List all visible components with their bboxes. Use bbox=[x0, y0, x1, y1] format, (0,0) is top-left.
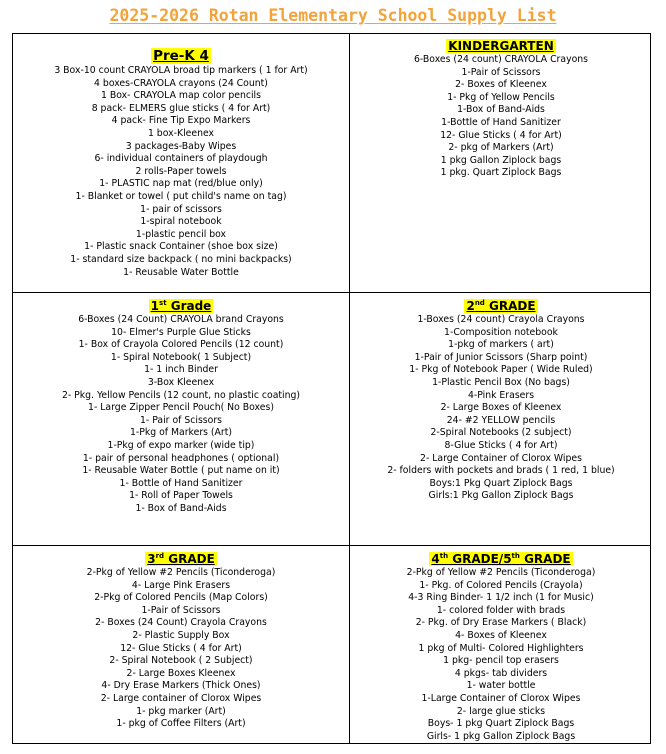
heading-label: Grade bbox=[166, 299, 212, 313]
second-grade-section bbox=[350, 293, 652, 545]
list-item: 1-spiral notebook bbox=[140, 216, 222, 228]
list-item: 1 pkg of Multi- Colored Highlighters bbox=[418, 642, 584, 654]
list-item: 1- Pkg of Notebook Paper ( Wide Ruled) bbox=[409, 364, 593, 376]
heading-ordinal: st bbox=[159, 299, 167, 307]
heading-number: 2 bbox=[466, 299, 475, 313]
fourth-fifth-grade-section bbox=[350, 546, 652, 744]
list-item: 2-Spiral Notebooks (2 subject) bbox=[430, 427, 572, 439]
list-item: 1- standard size backpack ( no mini backpacks) bbox=[70, 253, 292, 265]
list-item: 3 packages-Baby Wipes bbox=[125, 140, 237, 152]
list-item: 6-Boxes (24 Count) CRAYOLA brand Crayons bbox=[78, 314, 284, 325]
list-item: 2- Large Boxes Kleenex bbox=[126, 667, 236, 679]
second-grade-heading bbox=[464, 299, 537, 313]
list-item: 2- large glue sticks bbox=[456, 705, 546, 717]
list-item: 1- colored folder with brads bbox=[436, 604, 566, 616]
prek-list bbox=[13, 65, 349, 279]
list-item: 3 Box-10 count CRAYOLA broad tip markers ( 1 for Art) bbox=[54, 65, 308, 76]
fourth-fifth-grade-heading bbox=[429, 552, 572, 566]
list-item: Boys:1 Pkg Quart Ziplock Bags bbox=[429, 477, 573, 489]
list-item: 1 Box- CRAYOLA map color pencils bbox=[101, 90, 261, 102]
heading-ordinal: th bbox=[439, 552, 449, 560]
list-item: 2- Plastic Supply Box bbox=[132, 629, 230, 641]
list-item: 1-Box of Band-Aids bbox=[457, 104, 545, 116]
list-item: 1-Pair of Scissors bbox=[461, 66, 541, 78]
heading-label: GRADE bbox=[164, 552, 215, 566]
list-item: 1- Roll of Paper Towels bbox=[129, 490, 233, 502]
list-item: 1- Large Zipper Pencil Pouch( No Boxes) bbox=[88, 402, 274, 414]
list-item: 1-Pair of Scissors bbox=[141, 604, 221, 616]
list-item: 1-Pkg of expo marker (wide tip) bbox=[107, 439, 255, 451]
list-item: 1-Large Container of Clorox Wipes bbox=[421, 692, 581, 704]
list-item: 2-Pkg of Colored Pencils (Map Colors) bbox=[94, 592, 268, 604]
list-item: 1-Bottle of Hand Sanitizer bbox=[441, 116, 561, 128]
page-title: 2025-2026 Rotan Elementary School Supply List bbox=[109, 6, 557, 25]
list-item: 1- pair of personal headphones ( optional) bbox=[82, 452, 280, 464]
list-item: 1 pkg Gallon Ziplock bags bbox=[440, 154, 562, 166]
list-item: 1- Pkg. of Colored Pencils (Crayola) bbox=[419, 579, 583, 591]
list-item: 10- Elmer's Purple Glue Sticks bbox=[111, 326, 251, 338]
list-item: 1-Boxes (24 count) Crayola Crayons bbox=[417, 314, 585, 325]
list-item: 2- Large Boxes of Kleenex bbox=[440, 402, 562, 414]
list-item: 4-Pink Erasers bbox=[467, 389, 535, 401]
kindergarten-section bbox=[350, 34, 652, 292]
list-item: 1- Pair of Scissors bbox=[139, 414, 223, 426]
list-item: 2-Pkg of Yellow #2 Pencils (Ticonderoga) bbox=[86, 567, 276, 578]
second-grade-list bbox=[350, 314, 652, 503]
fourth-fifth-grade-list bbox=[350, 567, 652, 743]
third-grade-section bbox=[13, 546, 349, 744]
list-item: 1 pkg- pencil top erasers bbox=[443, 655, 559, 667]
first-grade-section bbox=[13, 293, 349, 545]
list-item: 4- Large Pink Erasers bbox=[131, 579, 231, 591]
list-item: 12- Glue Sticks ( 4 for Art) bbox=[440, 129, 562, 141]
list-item: 1- pair of scissors bbox=[140, 203, 222, 215]
heading-number: 4 bbox=[431, 552, 440, 566]
list-item: 8 pack- ELMERS glue sticks ( 4 for Art) bbox=[91, 102, 271, 114]
list-item: 4 boxes-CRAYOLA crayons (24 Count) bbox=[94, 77, 268, 89]
list-item: 1- Bottle of Hand Sanitizer bbox=[119, 477, 243, 489]
list-item: 1- Reusable Water Bottle ( put name on it) bbox=[82, 465, 280, 477]
first-grade-heading bbox=[149, 299, 214, 313]
list-item: 2- folders with pockets and brads ( 1 red, 1 blue) bbox=[387, 465, 615, 477]
list-item: 6-Boxes (24 count) CRAYOLA Crayons bbox=[413, 54, 589, 65]
list-item: 2- Large Container of Clorox Wipes bbox=[420, 452, 582, 464]
heading-label-2: GRADE bbox=[519, 552, 571, 566]
list-item: 1- Plastic snack Container (shoe box size) bbox=[84, 241, 278, 253]
heading-label: GRADE bbox=[484, 299, 536, 313]
list-item: 1- PLASTIC nap mat (red/blue only) bbox=[99, 178, 263, 190]
list-item: 1- Pkg of Yellow Pencils bbox=[447, 91, 555, 103]
heading-ordinal: nd bbox=[474, 299, 485, 307]
list-item: 1-plastic pencil box bbox=[135, 228, 227, 240]
list-item: 2- Pkg. Yellow Pencils (12 count, no plastic coating) bbox=[61, 389, 301, 401]
list-item: 1- Box of Crayola Colored Pencils (12 count) bbox=[78, 339, 284, 351]
prek-section bbox=[13, 34, 349, 292]
list-item: 3-Box Kleenex bbox=[147, 376, 215, 388]
list-item: 4 pack- Fine Tip Expo Markers bbox=[111, 115, 251, 127]
list-item: 8-Glue Sticks ( 4 for Art) bbox=[444, 439, 558, 451]
list-item: Girls- 1 pkg Gallon Ziplock Bags bbox=[426, 730, 576, 742]
list-item: 2-Pkg of Yellow #2 Pencils (Ticonderoga) bbox=[406, 567, 596, 578]
list-item: Boys- 1 pkg Quart Ziplock Bags bbox=[427, 718, 575, 730]
third-grade-list bbox=[13, 567, 349, 731]
list-item: Girls:1 Pkg Gallon Ziplock Bags bbox=[428, 490, 574, 502]
list-item: 2- Large container of Clorox Wipes bbox=[100, 692, 262, 704]
kindergarten-heading: KINDERGARTEN bbox=[448, 39, 554, 53]
list-item: 1- pkg of Coffee Filters (Art) bbox=[116, 718, 246, 730]
heading-label: GRADE/5 bbox=[448, 552, 512, 566]
list-item: 4 pkgs- tab dividers bbox=[454, 667, 548, 679]
list-item: 1- water bottle bbox=[466, 680, 536, 692]
list-item: 1-Pair of Junior Scissors (Sharp point) bbox=[414, 351, 588, 363]
list-item: 1- Reusable Water Bottle bbox=[123, 266, 239, 278]
list-item: 2 rolls-Paper towels bbox=[135, 165, 227, 177]
list-item: 1 box-Kleenex bbox=[147, 127, 215, 139]
kindergarten-list bbox=[350, 54, 652, 180]
list-item: 12- Glue Sticks ( 4 for Art) bbox=[120, 642, 242, 654]
list-item: 1-Composition notebook bbox=[444, 326, 558, 338]
list-item: 2- pkg of Markers (Art) bbox=[448, 142, 554, 154]
heading-number: 1 bbox=[150, 299, 160, 313]
list-item: 2- Spiral Notebook ( 2 Subject) bbox=[109, 655, 253, 667]
list-item: 1- pkg marker (Art) bbox=[136, 705, 226, 717]
list-item: 1- Blanket or towel ( put child's name on tag) bbox=[75, 190, 287, 202]
list-item: 4-3 Ring Binder- 1 1/2 inch (1 for Music) bbox=[408, 592, 594, 604]
list-item: 2- Pkg. of Dry Erase Markers ( Black) bbox=[415, 617, 587, 629]
list-item: 2- Boxes (24 Count) Crayola Crayons bbox=[95, 617, 267, 629]
list-item: 4- Boxes of Kleenex bbox=[455, 629, 547, 641]
list-item: 1 pkg. Quart Ziplock Bags bbox=[440, 167, 562, 179]
list-item: 6- individual containers of playdough bbox=[94, 153, 268, 165]
prek-heading: Pre-K 4 bbox=[153, 48, 209, 64]
list-item: 2- Boxes of Kleenex bbox=[455, 79, 547, 91]
list-item: 4- Dry Erase Markers (Thick Ones) bbox=[101, 680, 261, 692]
list-item: 1- Spiral Notebook( 1 Subject) bbox=[110, 351, 252, 363]
third-grade-heading bbox=[145, 552, 217, 566]
heading-number: 3 bbox=[147, 552, 156, 566]
list-item: 1- Box of Band-Aids bbox=[135, 502, 227, 514]
list-item: 1-pkg of markers ( art) bbox=[448, 339, 554, 351]
list-item: 1-Plastic Pencil Box (No bags) bbox=[432, 376, 570, 388]
heading-ordinal-2: th bbox=[511, 552, 520, 560]
list-item: 1-Pkg of Markers (Art) bbox=[129, 427, 233, 439]
heading-ordinal: rd bbox=[155, 552, 165, 560]
list-item: 24- #2 YELLOW pencils bbox=[446, 414, 556, 426]
list-item: 1- 1 inch Binder bbox=[144, 364, 218, 376]
supply-table bbox=[12, 33, 651, 744]
first-grade-list bbox=[13, 314, 349, 516]
